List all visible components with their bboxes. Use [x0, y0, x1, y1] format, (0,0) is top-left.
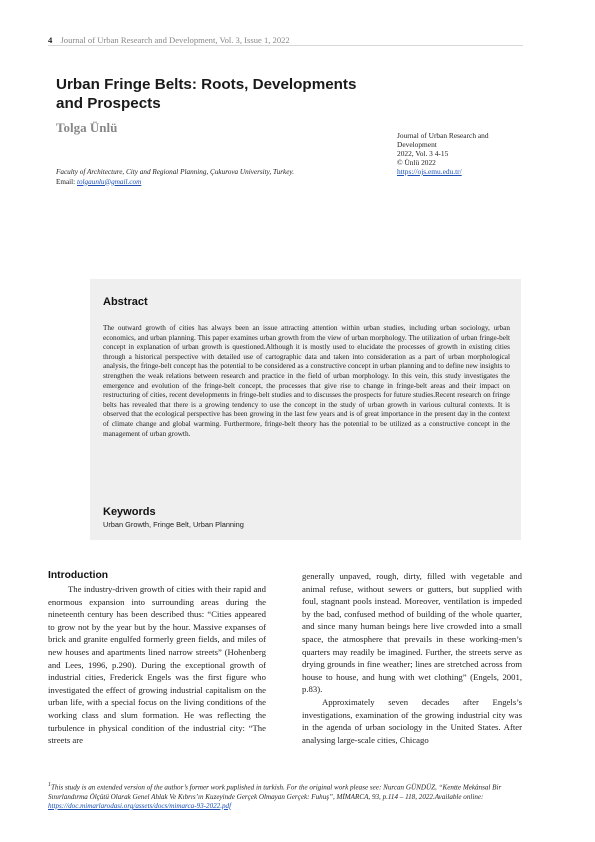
author-affiliation: [56, 168, 376, 187]
abstract-text: The outward growth of cities has always been an issue attracting attention within urban studies, including urban sociology, urban economics, and urban planning. This paper examines urban growth from the view of urban morphology. The utilization of urban fringe-belt concept in explanation of urban growth is questioned.Although it is mostly used to elucidate the processes of growth in existing cities through a historical perspective with detailed use of cartographic data and taken into consideration as a part of urban morphological analysis, the fringe-belt concept has the potential to be considered as a constructive concept in urban planning and to define new insights to strengthen the weak relations between research and practice in the field of urban morphology. In this vein, this study investigates the emergence and evolution of the fringe-belt concept, the processes that give rise to change in fringe-belt areas and their impact on restructuring of cities, recent developments in fringe-belt studies and to discusses the prospects for future studies.Recent research on fringe belts has revealed that there is a growing tendency to use the concept in the study of urban growth in various cultural contexts. It is observed that the ecological perspective has been growing in the last few years and is of great importance in the present day in the context of climate change and global warming. Furthermore, fringe-belt theory has the potential to be utilized as a constructive concept in the management of urban growth.: [103, 324, 510, 438]
body-column-left: [48, 583, 266, 747]
journal-name: Journal of Urban Research and Development: [397, 131, 489, 149]
body-column-right: [302, 570, 522, 746]
keywords-heading: Keywords: [103, 506, 156, 518]
page-number: 4: [48, 35, 53, 45]
copyright: © Ünlü 2022: [397, 158, 436, 167]
email-link[interactable]: tolgaunlu@gmail.com: [76, 177, 142, 186]
footnote-marker: 1: [48, 782, 51, 788]
publication-info: [397, 131, 527, 176]
footnote: [48, 781, 523, 811]
abstract-heading: Abstract: [103, 296, 148, 308]
affiliation-text: Faculty of Architecture, City and Regional Planning, Çukurova University, Turkey.: [56, 168, 295, 176]
intro-paragraph-1-continued: generally unpaved, rough, dirty, filled with vegetable and animal refuse, without sewers or gutters, but supplied with foul, stagnant pools instead. Moreover, ventilation is impeded by the bad, confused method of building of the whole quarter, and since many human beings here live crowded into a small space, the atmosphere that prevails in these working-men’s quarters may readily be imagined. Further, the streets serve as drying grounds in fine weather; lines are stretched across from house to house, and hung with wet clothing” (Engels, 2001, p.83).: [302, 571, 522, 695]
volume-info: 2022, Vol. 3 4-15: [397, 149, 449, 158]
intro-paragraph-2: Approximately seven decades after Engels’s investigations, examination of the growing industrial city was in the agenda of urban sociology in the United States. After analysing large-scale cities, Chicago: [302, 696, 522, 745]
journal-running-title: Journal of Urban Research and Development, Vol. 3, Issue 1, 2022: [60, 35, 290, 45]
email-label: Email:: [56, 177, 76, 186]
author-name: Tolga Ünlü: [56, 120, 118, 135]
keywords-text: Urban Growth, Fringe Belt, Urban Planning: [103, 520, 244, 529]
journal-url-link[interactable]: https://ojs.emu.edu.tr/: [397, 167, 462, 176]
introduction-heading: Introduction: [48, 570, 109, 581]
article-title: Urban Fringe Belts: Roots, Developments and Prospects: [56, 76, 357, 112]
footnote-url-link[interactable]: https://doc.mimarlarodasi.org/assets/docs/mimarca-93-2022.pdf: [48, 801, 232, 810]
footnote-text: This study is an extended version of the author’s former work puplished in turkish. For the original work please see: Nurcan GÜNDÜZ, “Kentte Mekânsal Bir Sınırlandırma Ölçütü Olarak Genel Ahlak Ve Kıbrıs’ın Kuzeyinde Gerçek Olmayan Gerçek: Fuhuş”, MİMARCA, 93, p.114 – 118, 2022.Available online:: [48, 783, 502, 801]
running-header: [48, 35, 523, 46]
intro-paragraph-1: The industry-driven growth of cities with their rapid and enormous expansion into surrounding areas during the nineteenth century has been described thus: “Cities appeared to grow not by the year but by the hour. Massive expanses of brick and granite engulfed formerly green fields, and miles of new houses and apartments lined narrow streets” (Hohenberg and Lees, 1996, p.290). During the exceptional growth of industrial cities, Frederick Engels was the first figure who investigated the effect of growing industrial capitalism on the urban life, with a special focus on the living conditions of the working class and slum formation. He was reflecting the turbulence in physical condition of the industrial city: “The streets are: [48, 584, 266, 746]
